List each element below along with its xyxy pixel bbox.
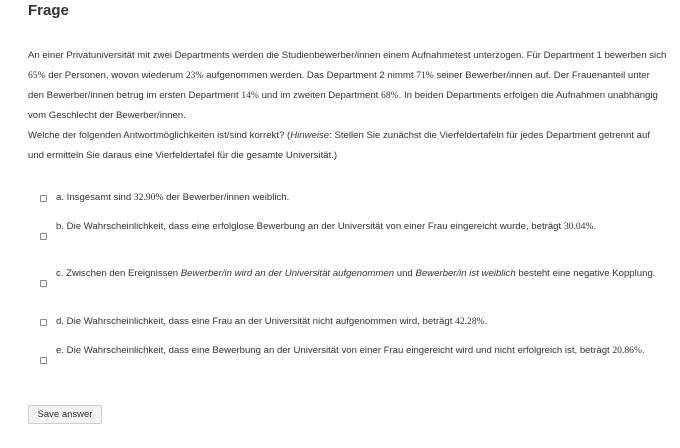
text-segment: e. Die Wahrscheinlichkeit, dass eine Bewerbung an der Universität von einer Frau eingereicht wird und nicht erfolgreich ist, beträgt (56, 345, 613, 356)
answer-option-label (56, 188, 670, 208)
answer-option-label (56, 217, 670, 237)
text-segment: der Bewerber/innen weiblich. (163, 192, 290, 203)
text-segment: der Personen, wovon wiederum (45, 70, 186, 81)
text-segment: . (593, 221, 597, 232)
text-segment: und im zweiten Department (258, 90, 382, 101)
answer-option-label (56, 312, 670, 332)
text-segment: d. Die Wahrscheinlichkeit, dass eine Frau an der Universität nicht aufgenommen wird, beträgt (56, 316, 456, 327)
checkbox-option-c[interactable] (40, 280, 47, 287)
text-segment: : Stellen Sie zunächst die Vierfeldertafeln für jedes Department getrennt auf und ermitteln Sie daraus eine Vierfeldertafel für die gesamte Universität.) (28, 130, 650, 161)
text-segment: . (641, 345, 645, 356)
answer-option-a[interactable] (40, 188, 670, 208)
event-name: Bewerber/in wird an der Universität aufgenommen (180, 268, 395, 279)
checkbox-option-d[interactable] (40, 319, 47, 326)
event-name: Bewerber/in ist weiblich (415, 268, 516, 279)
text-segment: . (484, 316, 488, 327)
answer-option-b[interactable] (40, 217, 670, 237)
number-value: 23% (185, 70, 204, 81)
text-segment: besteht eine negative Kopplung. (515, 268, 656, 279)
answer-option-e[interactable] (40, 341, 670, 361)
number-value: 65% (28, 70, 46, 81)
text-segment: Welche der folgenden Antwortmöglichkeiten ist/sind korrekt? ( (28, 130, 291, 141)
text-segment: a. Insgesamt sind (56, 192, 134, 203)
number-value: 68% (381, 90, 399, 101)
text-segment: . In beiden Departments erfolgen die Aufnahmen unabhängig vom Geschlecht der Bewerber/innen. (28, 90, 658, 121)
checkbox-option-a[interactable] (40, 195, 47, 202)
answer-option-d[interactable] (40, 312, 670, 332)
save-answer-button[interactable]: Save answer (28, 405, 102, 424)
question-text (28, 46, 668, 166)
text-segment: aufgenommen werden. Das Department 2 nimmt (203, 70, 417, 81)
checkbox-option-e[interactable] (40, 357, 47, 364)
text-segment: b. Die Wahrscheinlichkeit, dass eine erfolglose Bewerbung an der Universität von einer Frau eingereicht wurde, beträgt (56, 221, 564, 232)
text-segment: An einer Privatuniversität mit zwei Departments werden die Studienbewerber/innen einem Aufnahmetest unterzogen. Für Department 1 bewerben sich (28, 50, 667, 61)
number-value: 30.04% (563, 221, 594, 232)
text-segment: und (394, 268, 416, 279)
answer-option-label (56, 341, 670, 361)
checkbox-option-b[interactable] (40, 233, 47, 240)
number-value: 14% (241, 90, 259, 101)
number-value: 71% (416, 70, 434, 81)
number-value: 42.28% (455, 316, 485, 327)
text-segment: c. Zwischen den Ereignissen (56, 268, 181, 279)
question-paragraph-2 (28, 126, 668, 166)
number-value: 32.90% (133, 192, 164, 203)
page-title: Frage (28, 2, 69, 19)
number-value: 20.86% (612, 345, 642, 356)
answer-option-label (56, 264, 670, 284)
hint-label: Hinweise (290, 130, 330, 141)
text-segment: seiner Bewerber/innen auf. Der Frauenanteil unter den Bewerber/innen betrug im ersten Department (28, 70, 650, 101)
question-paragraph-1 (28, 46, 668, 126)
answer-option-c[interactable] (40, 264, 670, 284)
